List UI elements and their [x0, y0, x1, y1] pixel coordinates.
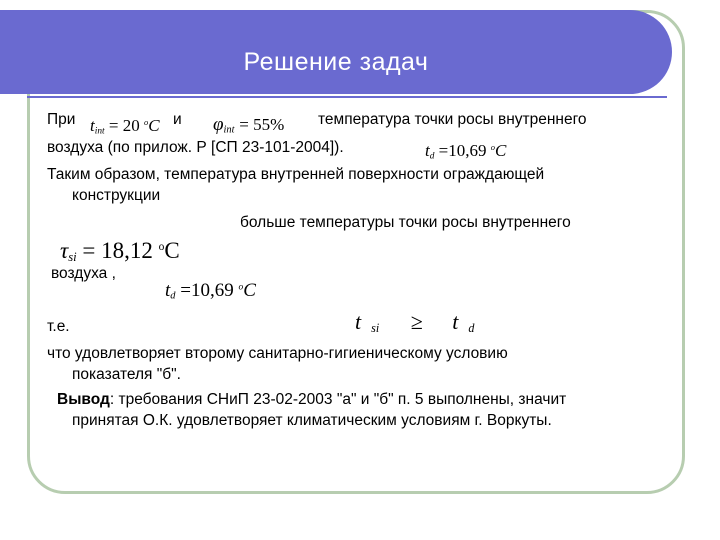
formula-phi-int: $\varphi_{int} = 55\%$ — [213, 114, 285, 136]
title-bar — [0, 10, 672, 94]
text-greater-than: больше температуры точки росы внутреннего — [240, 214, 571, 231]
formula-t-int: $t_{int} = 20$ $^o$C — [90, 116, 160, 137]
formula-tau-si: $\tau_{si} = 18,12$ $^o$C — [60, 238, 180, 265]
conclusion-text: : требования СНиП 23-02-2003 "а" и "б" п. 5 выполнены, значит — [109, 391, 567, 408]
text-construction: конструкции — [72, 187, 161, 204]
slide-title: Решение задач — [243, 48, 429, 76]
formula-td-2: $t_d =10,69$ $^o$C — [165, 280, 256, 302]
conclusion-label: Вывод — [57, 391, 110, 408]
formula-td-1: $t_d =10,69$ $^o$C — [425, 141, 507, 162]
formula-comparison: t $_{si}$ ≥ t $_d$ — [355, 309, 475, 336]
text-satisfies: что удовлетворяет второму санитарно-гигиеническому условию — [47, 345, 508, 362]
title-underline — [27, 96, 667, 98]
text-ie: т.е. — [47, 318, 70, 335]
text-air-appendix: воздуха (по прилож. Р [СП 23-101-2004]). — [47, 139, 344, 156]
text-thus: Таким образом, температура внутренней поверхности ограждающей — [47, 166, 545, 183]
text-accepted: принятая О.К. удовлетворяет климатическим условиям г. Воркуты. — [72, 412, 552, 429]
text-air: воздуха , — [51, 265, 116, 282]
text-pri: При — [47, 111, 76, 128]
text-i: и — [173, 111, 182, 128]
text-dewpoint-1: температура точки росы внутреннего — [318, 111, 587, 128]
text-conclusion — [57, 391, 566, 409]
text-indicator-b: показателя "б". — [72, 366, 181, 383]
